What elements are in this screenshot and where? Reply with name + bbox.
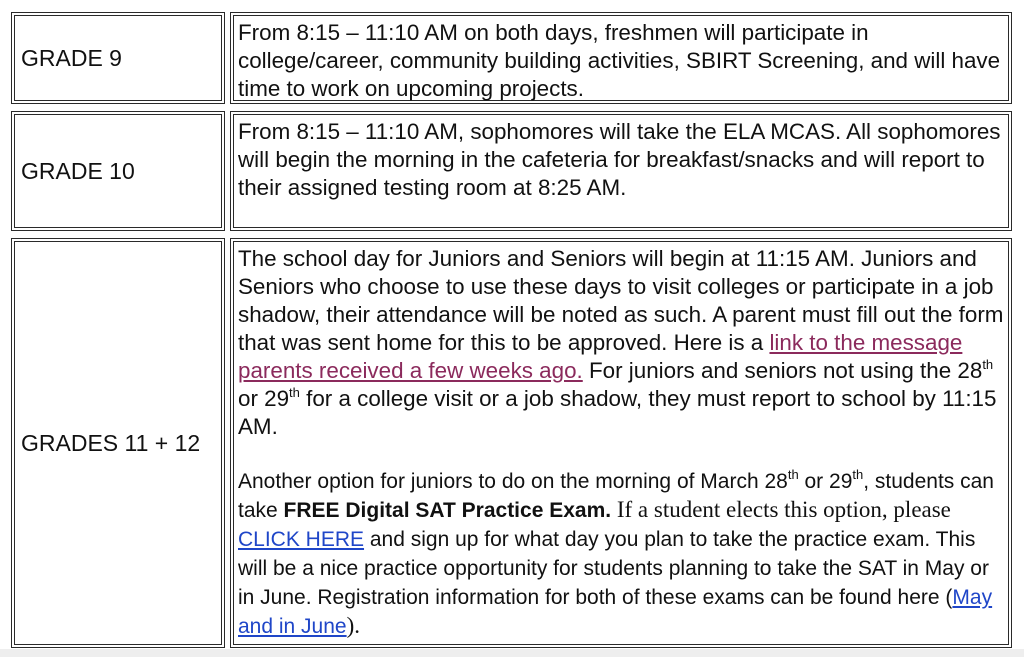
grade-label-cell bbox=[11, 111, 225, 231]
grade-label-cell bbox=[11, 12, 225, 104]
superscript: th bbox=[787, 467, 799, 482]
grade-description-cell bbox=[230, 111, 1012, 231]
click-here-link[interactable]: CLICK HERE bbox=[238, 528, 365, 551]
grade-description: From 8:15 – 11:10 AM, sophomores will take the ELA MCAS. All sophomores will begin the morning in the cafeteria for breakfast/snacks and will report to their assigned testing room at 8:25 AM. bbox=[238, 119, 1001, 200]
text-run: , students can take bbox=[238, 470, 994, 522]
table-row bbox=[11, 111, 1012, 231]
horizontal-scrollbar[interactable] bbox=[0, 649, 1024, 657]
superscript: th bbox=[852, 467, 864, 482]
schedule-table bbox=[11, 12, 1012, 648]
paragraph-gap bbox=[238, 441, 1004, 467]
grade-description-cell bbox=[230, 12, 1012, 104]
grade-description-paragraph-2 bbox=[238, 467, 1004, 641]
text-run: . bbox=[605, 499, 612, 522]
superscript: th bbox=[982, 357, 994, 372]
grade-label: GRADES 11 + 12 bbox=[21, 430, 201, 456]
superscript: th bbox=[289, 385, 300, 400]
parent-message-link[interactable]: link to the message parents received a few weeks ago. bbox=[238, 330, 963, 383]
grade-label: GRADE 9 bbox=[21, 45, 122, 71]
text-run: for a college visit or a job shadow, they must report to school by 11:15 AM. bbox=[238, 386, 997, 439]
table-row bbox=[11, 12, 1012, 104]
text-run: ). bbox=[346, 613, 361, 638]
may-june-link[interactable]: May and in June bbox=[238, 586, 993, 638]
table-row bbox=[11, 238, 1012, 648]
text-run: or 29 bbox=[238, 386, 290, 411]
text-run: The school day for Juniors and Seniors will begin at 11:15 AM. Juniors and Seniors who choose to use these days to visit colleges or participate in a job shadow, their attendance will be noted as such. A parent must fill out the form that was sent home for this to be approved. Here is a bbox=[238, 246, 1004, 355]
grade-description-paragraph-1 bbox=[238, 245, 1004, 441]
text-run: For juniors and seniors not using the 28 bbox=[582, 358, 983, 383]
grade-description: From 8:15 – 11:10 AM on both days, freshmen will participate in college/career, community building activities, SBIRT Screening, and will have time to work on upcoming projects. bbox=[238, 20, 1001, 101]
grade-description-cell bbox=[230, 238, 1012, 648]
grade-label: GRADE 10 bbox=[21, 158, 135, 184]
text-run: or 29 bbox=[798, 470, 853, 493]
text-run: and sign up for what day you plan to take the practice exam. This will be a nice practice opportunity for students planning to take the SAT in May or in June. Registration information for both of these exams can be found here ( bbox=[238, 528, 989, 609]
text-run: If a student elects this option, please bbox=[611, 497, 951, 522]
grade-label-cell bbox=[11, 238, 225, 648]
text-run: Another option for juniors to do on the morning of March 28 bbox=[238, 470, 788, 493]
sat-exam-emphasis: FREE Digital SAT Practice Exam bbox=[283, 499, 606, 522]
